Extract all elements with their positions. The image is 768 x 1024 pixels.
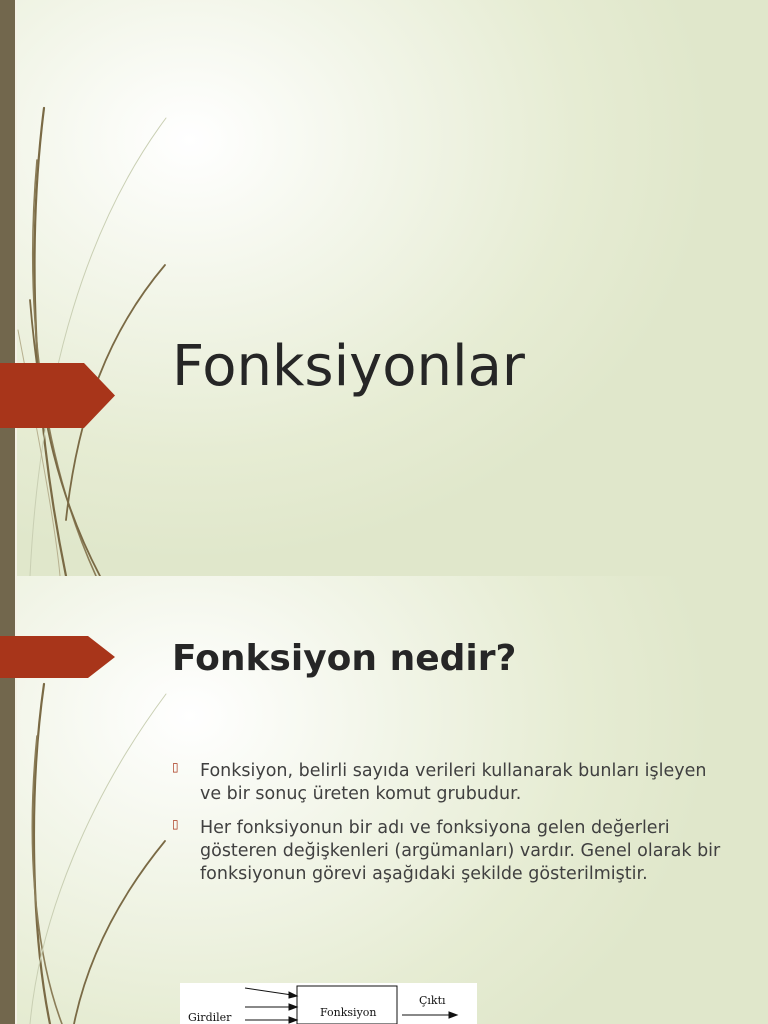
function-diagram: [180, 983, 477, 1024]
bullet-text: Her fonksiyonun bir adı ve fonksiyona gelen değerleri gösteren değişkenleri (argümanları) vardır. Genel olarak bir fonksiyonun görevi aşağıdaki şekilde gösterilmiştir.: [200, 818, 721, 884]
slide-title: Fonksiyon nedir?: [172, 638, 517, 679]
slide-edge-bar: [0, 0, 15, 576]
list-item: [172, 760, 732, 806]
bullet-list: [172, 760, 732, 897]
function-box-label: Fonksiyon: [320, 1006, 377, 1019]
bullet-text: Fonksiyon, belirli sayıda verileri kullanarak bunları işleyen ve bir sonuç üreten komut grubudur.: [200, 761, 707, 804]
pentagon-tab-icon: [0, 636, 115, 678]
slide-title: Fonksiyonlar: [172, 334, 525, 399]
grass-stems-icon: [0, 0, 200, 576]
pentagon-tab-icon: [0, 363, 115, 428]
list-item: [172, 817, 732, 886]
output-label: Çıktı: [419, 994, 446, 1007]
inputs-label: Girdiler: [188, 1011, 232, 1024]
bullet-marker-icon: ▯: [172, 760, 179, 774]
bullet-marker-icon: ▯: [172, 817, 179, 831]
slide-edge-line: [15, 0, 17, 576]
